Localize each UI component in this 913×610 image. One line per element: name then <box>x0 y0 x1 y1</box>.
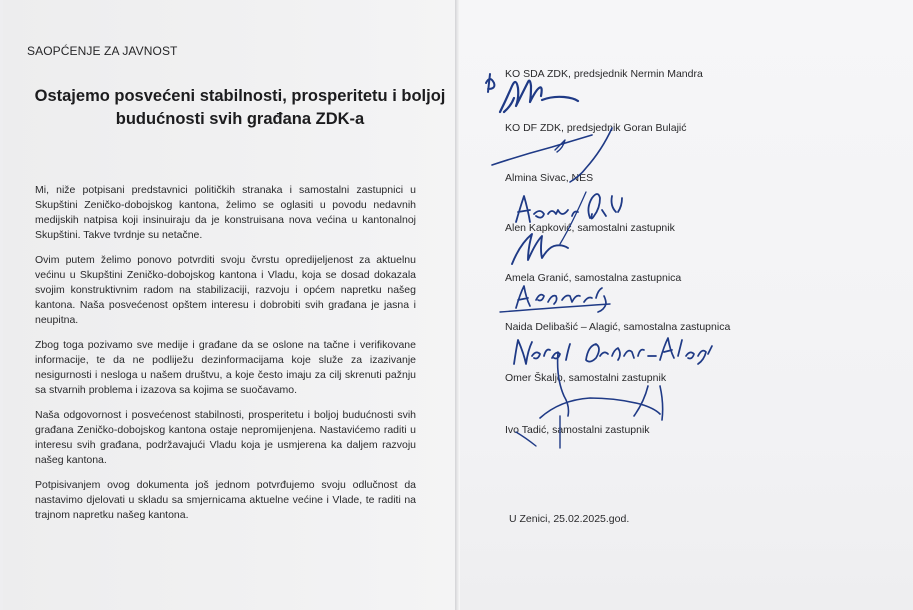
paragraph-4: Naša odgovornost i posvećenost stabilnosti, prosperitetu i boljoj budućnosti svih građana Zeničko-dobojskog kantona ostaje nepromijenjena. Nastavićemo raditi u interesu svih građana, podržavajući Vladu koja je usmjerena ka daljem razvoju našeg kantona. <box>35 409 416 466</box>
document-headline: Ostajemo posvećeni stabilnosti, prosperitetu i boljoj budućnosti svih građana ZDK-a <box>34 87 446 128</box>
signatory-5: Amela Granić, samostalna zastupnica <box>505 272 682 284</box>
statement-body <box>35 183 416 533</box>
signatory-3: Almina Sivac, NES <box>505 172 594 184</box>
paragraph-2: Ovim putem želimo ponovo potvrditi svoju čvrstu opredijeljenost za aktuelnu većinu u Skupštini Zeničko-dobojskog kantona i Vladu, koja se dosad dokazala svojim konstruktivnim radom na stabilizaciji, razvoju i općem napretku našeg kantona. Naša posvećenost opštem interesu i dobrobiti svih građana je jasna i neupitna. <box>35 254 416 326</box>
signatory-7: Omer Škaljo, samostalni zastupnik <box>505 372 667 384</box>
signatory-4: Alen Kapković, samostalni zastupnik <box>505 222 675 234</box>
signatory-1: KO SDA ZDK, predsjednik Nermin Mandra <box>505 68 703 80</box>
paragraph-3: Zbog toga pozivamo sve medije i građane da se oslone na tačne i verifikovane informacije, te da ne podliježu dezinformacijama koje služe za izazivanje nesigurnosti i nesloga u našem društvu, a koje često imaju za cilj skrenuti pažnju sa stvarnih problema i izazova sa kojima se suočavamo. <box>35 339 416 396</box>
press-release-label: SAOPĆENJE ZA JAVNOST <box>27 44 178 58</box>
signatory-6: Naida Delibašić – Alagić, samostalna zastupnica <box>505 321 731 333</box>
signatory-2: KO DF ZDK, predsjednik Goran Bulajić <box>505 122 687 134</box>
paragraph-5: Potpisivanjem ovog dokumenta još jednom potvrđujemo svoju odlučnost da nastavimo djelovati u skladu sa smjernicama aktuelne većine i Vlade, te raditi na trajnom napretku našeg kantona. <box>35 479 416 521</box>
signatory-8: Ivo Tadić, samostalni zastupnik <box>505 424 650 436</box>
date-location-line: U Zenici, 25.02.2025.god. <box>509 513 630 525</box>
paragraph-1: Mi, niže potpisani predstavnici političkih stranaka i samostalni zastupnici u Skupštini Zeničko-dobojskog kantona, želimo se oglasiti u povodu nedavnih medijskih natpisa koji insinuiraju da je konstruisana nova većina u kantonalnoj Skupštini. Takve tvrdnje su netačne. <box>35 184 416 241</box>
